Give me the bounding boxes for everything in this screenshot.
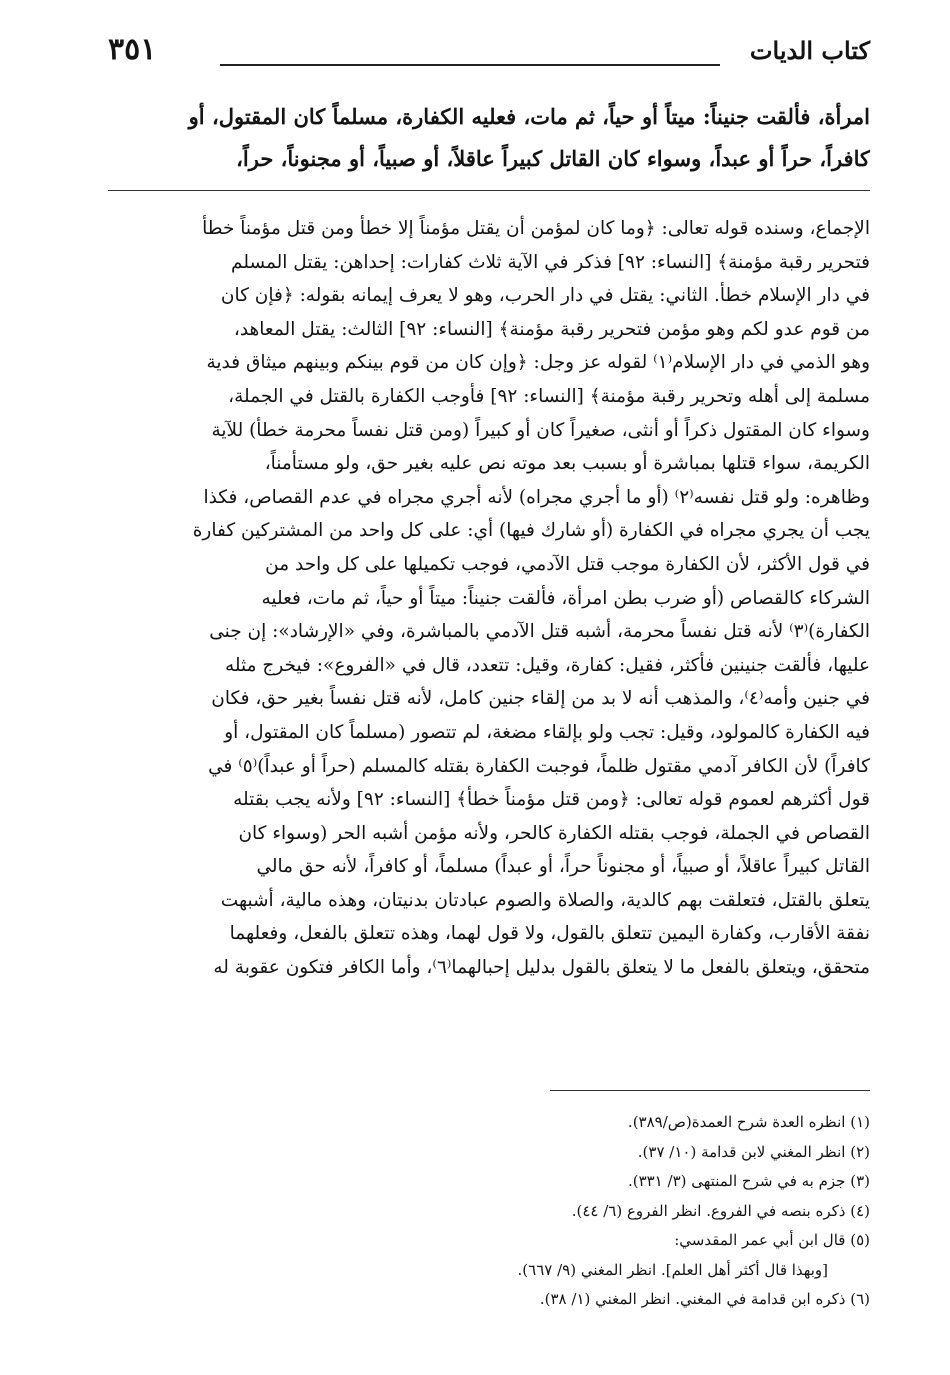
sharh-line: فتحرير رقبة مؤمنة﴾ [النساء: ٩٢] فذكر في الآية ثلاث كفارات: إحداهن: يقتل المسلم [231, 251, 870, 273]
footnote-4: (٤) ذكره بنصه في الفروع. انظر الفروع (٦/ ٤٤). [571, 1201, 870, 1220]
sharh-line: فيه الكفارة كالمولود، وقيل: تجب ولو بإلقاء مضغة، لم تتصور (مسلماً كان المقتول، أو [224, 721, 870, 743]
sharh-line: في دار الإسلام خطأ. الثاني: يقتل في دار الحرب، وهو لا يعرف إيمانه بقوله: ﴿فإن كان [220, 285, 870, 307]
footnote-1: (١) انظره العدة شرح العمدة(ص/٣٨٩). [627, 1113, 870, 1131]
footnote-3: (٣) جزم به في شرح المنتهى (٣/ ٣٣١). [627, 1172, 870, 1190]
sharh-line: الكريمة، سواء قتلها بمباشرة أو بسبب بعد موته نص عليه بغير حق، ولو مستأمناً، [264, 453, 870, 475]
sharh-line: وسواء كان المقتول ذكراً أو أنثى، صغيراً كان أو كبيراً (ومن قتل نفساً محرمة خطأ) للآية [211, 419, 870, 441]
footnotes [108, 1108, 870, 1315]
page-number: ٣٥١ [108, 32, 157, 67]
footnote-6: (٦) ذكره ابن قدامة في المغني. انظر المغني (١/ ٣٨). [539, 1290, 870, 1308]
sharh-line: يجب أن يجري مجراه في الكفارة (أو شارك فيها) أي: على كل واحد من المشتركين كفارة [192, 520, 870, 542]
matn-line: كافراً، حراً أو عبداً، وسواء كان القاتل كبيراً عاقلاً، أو صبياً، أو مجنوناً، حراً، [236, 146, 870, 171]
sharh-line: القصاص في الجملة، فوجب بقتله الكفارة كالحر، ولأنه مؤمن أشبه الحر (وسواء كان [238, 822, 870, 844]
footnote-separator [550, 1090, 870, 1091]
sharh-line: من قوم عدو لكم وهو مؤمن فتحرير رقبة مؤمنة﴾ [النساء: ٩٢] الثالث: يقتل المعاهد، [233, 318, 870, 340]
sharh-line: نفقة الأقارب، وكفارة اليمين تتعلق بالقول، ولا قول لهما، وهذه تتعلق بالفعل، وفعلهما [229, 923, 870, 945]
sharh-line: عليها، فألقت جنينين فأكثر، فقيل: كفارة، وقيل: تتعدد، قال في «الفروع»: فيخرج مثله [224, 654, 870, 676]
sharh-line: في قول الأكثر، لأن الكفارة موجب قتل الآدمي، فوجب تكميلها على كل واحد من [265, 553, 870, 575]
sharh-line: الكفارة)⁽٣⁾ لأنه قتل نفساً محرمة، أشبه قتل الآدمي بالمباشرة، وفي «الإرشاد»: إن جنى [209, 621, 870, 643]
matn-line: امرأة، فألقت جنيناً: ميتاً أو حياً، ثم مات، فعليه الكفارة، مسلماً كان المقتول، أو [188, 104, 870, 129]
sharh-line: وظاهره: ولو قتل نفسه⁽٢⁾ (أو ما أجري مجراه) لأنه أجري مجراه في عدم القصاص، فكذا [203, 486, 870, 508]
sharh-line: الشركاء كالقصاص (أو ضرب بطن امرأة، فألقت جنيناً: ميتاً أو حياً، ثم مات، فعليه [261, 587, 870, 609]
matn-separator [108, 190, 870, 191]
page-header [108, 30, 870, 76]
sharh-text [108, 212, 870, 985]
chapter-title: كتاب الديات [749, 36, 870, 65]
sharh-line: وهو الذمي في دار الإسلام⁽١⁾ لقوله عز وجل: ﴿وإن كان من قوم بينكم وبينهم ميثاق فدية [206, 352, 870, 374]
sharh-line: يتعلق بالقتل، فتعلقت بهم كالدية، والصلاة والصوم عبادتان بدنيتان، وهذه مالية، أشبهت [220, 889, 870, 911]
sharh-line: في جنين وأمه⁽٤⁾، والمذهب أنه لا بد من إلقاء جنين كامل، لأنه قتل نفساً بغير حق، فكان [211, 688, 870, 710]
sharh-line: كافراً) لأن الكافر آدمي مقتول ظلماً، فوجبت الكفارة بقتله كالمسلم (حراً أو عبداً)⁽٥⁾ في [208, 755, 870, 777]
sharh-line: متحقق، ويتعلق بالفعل ما لا يتعلق بالقول بدليل إحبالهما⁽٦⁾، وأما الكافر فتكون عقوبة له [213, 957, 870, 979]
sharh-line: الإجماع، وسنده قوله تعالى: ﴿وما كان لمؤمن أن يقتل مؤمناً إلا خطأ ومن قتل مؤمناً خطأ [202, 218, 870, 239]
matn-text [108, 96, 870, 180]
sharh-line: القاتل كبيراً عاقلاً، أو صبياً، أو مجنوناً حراً، أو عبداً) مسلماً، أو كافراً، لأنه حق مالي [256, 856, 870, 878]
sharh-line: قول أكثرهم لعموم قوله تعالى: ﴿ومن قتل مؤمناً خطأ﴾ [النساء: ٩٢] ولأنه يجب بقتله [233, 789, 870, 811]
header-rule [220, 64, 720, 66]
sharh-line: مسلمة إلى أهله وتحرير رقبة مؤمنة﴾ [النساء: ٩٢] فأوجب الكفارة بالقتل في الجملة، [228, 385, 870, 407]
footnote-5: (٥) قال ابن أبي عمر المقدسي: [674, 1231, 870, 1249]
footnote-2: (٢) انظر المغني لابن قدامة (١٠/ ٣٧). [637, 1142, 870, 1161]
footnote-5-continuation: [وبهذا قال أكثر أهل العلم]. انظر المغني (٩/ ٦٦٧). [517, 1260, 828, 1279]
